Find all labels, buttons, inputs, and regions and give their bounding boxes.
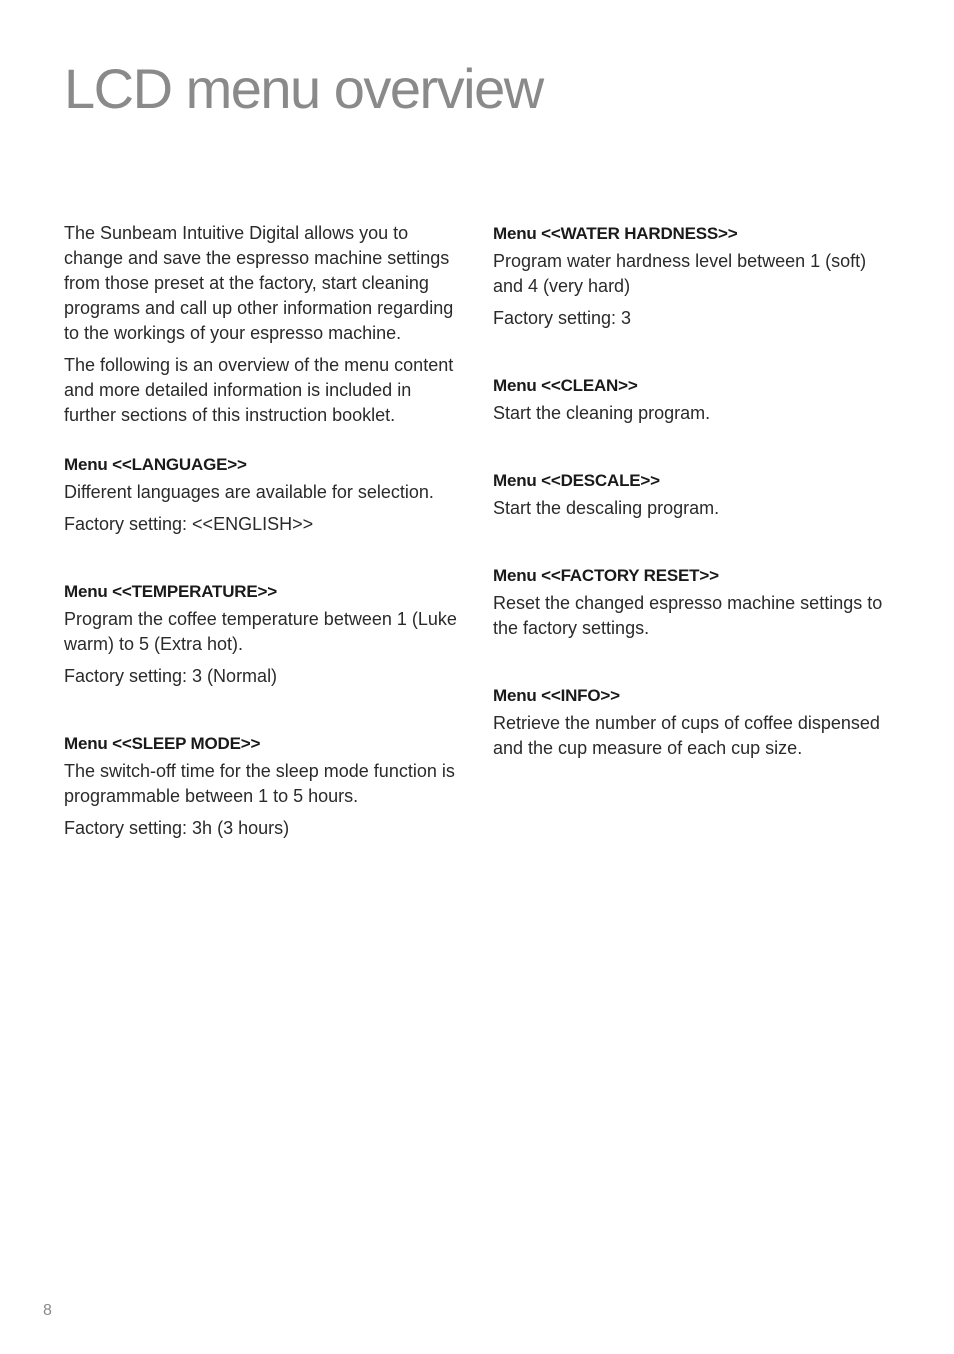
section-description: Start the cleaning program. bbox=[493, 403, 711, 423]
section-description: Start the descaling program. bbox=[493, 498, 720, 518]
section-description: Reset the changed espresso machine settings to the factory settings. bbox=[493, 593, 883, 638]
section-description: Different languages are available for selection. bbox=[64, 482, 434, 502]
menu-temperature-section bbox=[64, 579, 459, 689]
section-title: Menu <<WATER HARDNESS>> bbox=[493, 224, 738, 243]
menu-language-section bbox=[64, 452, 459, 537]
section-title: Menu <<INFO>> bbox=[493, 686, 620, 705]
menu-factory-reset-section bbox=[493, 563, 893, 641]
menu-descale-section bbox=[493, 468, 893, 521]
intro-paragraph: The following is an overview of the menu content and more detailed information is included in further sections of this instruction booklet. bbox=[64, 355, 454, 425]
intro-text bbox=[64, 221, 459, 428]
section-description: The switch-off time for the sleep mode function is programmable between 1 to 5 hours. bbox=[64, 761, 455, 806]
section-description: Program water hardness level between 1 (soft) and 4 (very hard) bbox=[493, 251, 867, 296]
section-title: Menu <<CLEAN>> bbox=[493, 376, 638, 395]
intro-paragraph: The Sunbeam Intuitive Digital allows you to change and save the espresso machine settings from those preset at the factory, start cleaning programs and call up other information regarding to the workings of your espresso machine. bbox=[64, 223, 454, 343]
menu-clean-section bbox=[493, 373, 893, 426]
page-number: 8 bbox=[43, 1302, 52, 1319]
menu-water-hardness-section bbox=[493, 221, 893, 331]
factory-setting: Factory setting: 3 bbox=[493, 308, 632, 328]
left-column bbox=[64, 221, 459, 848]
section-description: Retrieve the number of cups of coffee dispensed and the cup measure of each cup size. bbox=[493, 713, 880, 758]
menu-sleep-mode-section bbox=[64, 731, 459, 841]
section-description: Program the coffee temperature between 1 (Luke warm) to 5 (Extra hot). bbox=[64, 609, 457, 654]
factory-setting: Factory setting: 3h (3 hours) bbox=[64, 818, 290, 838]
section-title: Menu <<DESCALE>> bbox=[493, 471, 660, 490]
factory-setting: Factory setting: <<ENGLISH>> bbox=[64, 514, 314, 534]
menu-info-section bbox=[493, 683, 893, 761]
section-title: Menu <<SLEEP MODE>> bbox=[64, 734, 261, 753]
section-title: Menu <<TEMPERATURE>> bbox=[64, 582, 277, 601]
section-title: Menu <<FACTORY RESET>> bbox=[493, 566, 719, 585]
factory-setting: Factory setting: 3 (Normal) bbox=[64, 666, 278, 686]
right-column bbox=[493, 221, 893, 768]
section-title: Menu <<LANGUAGE>> bbox=[64, 455, 247, 474]
page-title: LCD menu overview bbox=[64, 57, 543, 120]
